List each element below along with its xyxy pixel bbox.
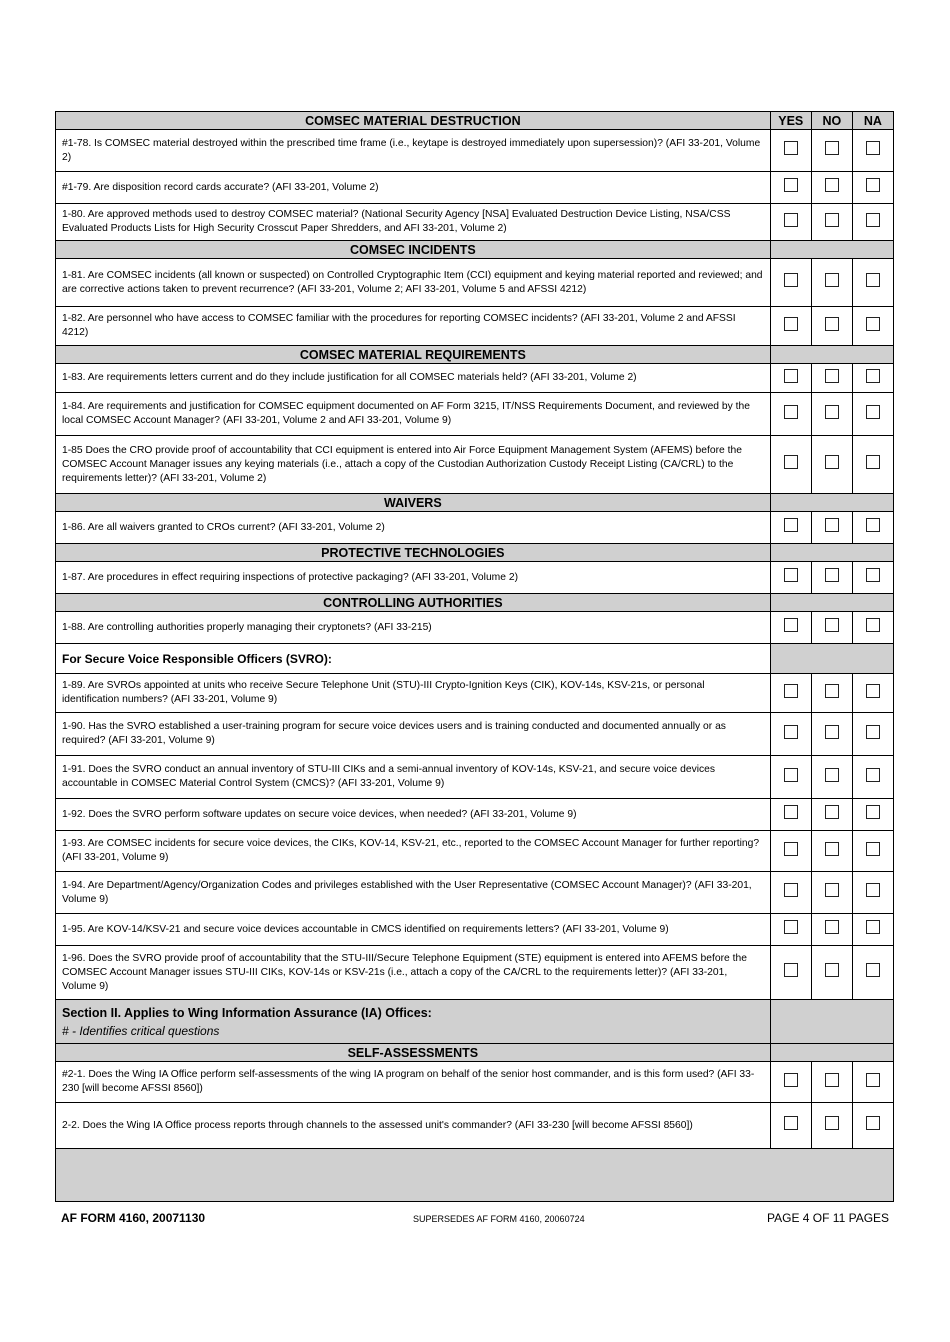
na-cell [852,799,893,831]
yes-checkbox[interactable] [784,963,798,977]
na-cell [852,562,893,594]
na-checkbox[interactable] [866,568,880,582]
na-checkbox[interactable] [866,141,880,155]
svro-header-row [56,644,894,674]
checklist-table [55,111,894,1202]
question-text: 1-92. Does the SVRO perform software updates on secure voice devices, when needed? (AFI 33-201, Volume 9) [56,799,771,831]
no-checkbox[interactable] [825,1116,839,1130]
na-cell [852,1062,893,1103]
na-cell [852,1103,893,1149]
no-checkbox[interactable] [825,273,839,287]
no-cell [811,914,852,946]
no-checkbox[interactable] [825,518,839,532]
section-ii-cell [56,1000,771,1044]
yes-cell [770,204,811,241]
blank-gray-cell [56,1149,894,1202]
yes-cell [770,1103,811,1149]
question-row [56,799,894,831]
no-checkbox[interactable] [825,405,839,419]
no-cell [811,130,852,172]
yes-cell [770,756,811,799]
no-cell [811,831,852,872]
na-column-header: NA [852,112,893,130]
na-checkbox[interactable] [866,805,880,819]
question-text: 1-80. Are approved methods used to destroy COMSEC material? (National Security Agency [NSA] Evaluated Destruction Device Listing, NSA/CSS Evaluated Products Lists for High Security Crosscut Paper Shredders, and AFI 33-201, Volume 2) [56,204,771,241]
header-blank-cell [770,594,893,612]
no-checkbox[interactable] [825,684,839,698]
question-row [56,914,894,946]
question-row [56,872,894,914]
na-cell [852,946,893,1000]
no-cell [811,364,852,393]
form-number: AF FORM 4160, 20071130 [61,1211,206,1225]
yes-cell [770,364,811,393]
yes-checkbox[interactable] [784,684,798,698]
question-text: 1-87. Are procedures in effect requiring inspections of protective packaging? (AFI 33-201, Volume 2) [56,562,771,594]
yes-cell [770,259,811,307]
yes-cell [770,562,811,594]
no-cell [811,512,852,544]
section-header: PROTECTIVE TECHNOLOGIES [56,544,771,562]
no-cell [811,756,852,799]
na-checkbox[interactable] [866,883,880,897]
question-text: #1-79. Are disposition record cards accurate? (AFI 33-201, Volume 2) [56,172,771,204]
section-header: CONTROLLING AUTHORITIES [56,594,771,612]
na-cell [852,512,893,544]
question-row [56,713,894,756]
yes-cell [770,831,811,872]
question-row [56,756,894,799]
yes-cell [770,612,811,644]
na-cell [852,172,893,204]
question-row [56,562,894,594]
na-cell [852,130,893,172]
no-checkbox[interactable] [825,568,839,582]
question-text: 1-91. Does the SVRO conduct an annual inventory of STU-III CIKs and a semi-annual inventory of KOV-14s, KSV-21, and secure voice devices accountable in COMSEC Material Control System (CMCS)? (AFI 33-201, Volume 9) [56,756,771,799]
no-cell [811,1062,852,1103]
section-header: WAIVERS [56,494,771,512]
question-text: 1-86. Are all waivers granted to CROs current? (AFI 33-201, Volume 2) [56,512,771,544]
section-header-row [56,346,894,364]
question-row [56,512,894,544]
section-header-row [56,594,894,612]
no-checkbox[interactable] [825,725,839,739]
yes-cell [770,872,811,914]
no-cell [811,1103,852,1149]
yes-checkbox[interactable] [784,213,798,227]
na-checkbox[interactable] [866,842,880,856]
question-text: 1-94. Are Department/Agency/Organization Codes and privileges established with the User Representative (COMSEC Account Manager)? (AFI 33-201, Volume 9) [56,872,771,914]
question-text: 2-2. Does the Wing IA Office process reports through channels to the assessed unit's commander? (AFI 33-230 [will become AFSSI 8560]) [56,1103,771,1149]
question-row [56,307,894,346]
question-text: 1-84. Are requirements and justification for COMSEC equipment documented on AF Form 3215, IT/NSS Requirements Document, and reviewed by the local COMSEC Account Manager? (AFI 33-201, Volume 2 and AFI 33-201, Volume 9) [56,393,771,436]
no-cell [811,612,852,644]
na-checkbox[interactable] [866,518,880,532]
yes-cell [770,914,811,946]
section-ii-title: Section II. Applies to Wing Information Assurance (IA) Offices: [62,1006,432,1020]
question-row [56,831,894,872]
na-checkbox[interactable] [866,725,880,739]
no-checkbox[interactable] [825,920,839,934]
na-checkbox[interactable] [866,963,880,977]
critical-questions-note: # - Identifies critical questions [62,1024,220,1038]
yes-cell [770,713,811,756]
supersedes-note: SUPERSEDES AF FORM 4160, 20060724 [413,1214,585,1224]
na-cell [852,914,893,946]
yes-cell [770,130,811,172]
no-checkbox[interactable] [825,317,839,331]
no-checkbox[interactable] [825,213,839,227]
no-cell [811,946,852,1000]
yes-checkbox[interactable] [784,883,798,897]
question-row [56,204,894,241]
na-cell [852,364,893,393]
yes-checkbox[interactable] [784,273,798,287]
question-row [56,364,894,393]
section-header: COMSEC MATERIAL REQUIREMENTS [56,346,771,364]
yes-checkbox[interactable] [784,317,798,331]
no-cell [811,872,852,914]
question-text: #2-1. Does the Wing IA Office perform self-assessments of the wing IA program on behalf of the senior host commander, and is this form used? (AFI 33-230 [will become AFSSI 8560]) [56,1062,771,1103]
na-checkbox[interactable] [866,317,880,331]
na-checkbox[interactable] [866,618,880,632]
question-text: 1-96. Does the SVRO provide proof of accountability that the STU-III/Secure Telephone Equipment (STE) equipment is entered into AFEMS before the COMSEC Account Manager issues STU-III CIKs, KOV-14s or KSV-21s (i.e., attach a copy of the CA/CRL to the requirements letter)? (AFI 33-201, Volume 9) [56,946,771,1000]
yes-checkbox[interactable] [784,842,798,856]
yes-cell [770,307,811,346]
section-header-row [56,544,894,562]
na-checkbox[interactable] [866,213,880,227]
no-checkbox[interactable] [825,141,839,155]
yes-cell [770,946,811,1000]
header-blank-cell [770,346,893,364]
question-text: 1-95. Are KOV-14/KSV-21 and secure voice devices accountable in CMCS identified on requirements letters? (AFI 33-201, Volume 9) [56,914,771,946]
no-cell [811,799,852,831]
question-row [56,612,894,644]
yes-checkbox[interactable] [784,518,798,532]
question-text: 1-81. Are COMSEC incidents (all known or suspected) on Controlled Cryptographic Item (CCI) equipment and keying material reported and reviewed; and are corrective actions taken to prevent recurrence? (AFI 33-201, Volume 2; AFI 33-201, Volume 5 and AFSSI 4212) [56,259,771,307]
yes-checkbox[interactable] [784,805,798,819]
page-number: PAGE 4 OF 11 PAGES [767,1211,890,1225]
section-header-row [56,241,894,259]
question-row [56,393,894,436]
question-row [56,1062,894,1103]
section-header-row [56,494,894,512]
na-checkbox[interactable] [866,455,880,469]
na-cell [852,831,893,872]
yes-checkbox[interactable] [784,920,798,934]
yes-checkbox[interactable] [784,178,798,192]
na-checkbox[interactable] [866,684,880,698]
na-cell [852,436,893,494]
yes-cell [770,512,811,544]
no-cell [811,307,852,346]
na-checkbox[interactable] [866,369,880,383]
yes-checkbox[interactable] [784,455,798,469]
no-checkbox[interactable] [825,842,839,856]
no-checkbox[interactable] [825,455,839,469]
question-text: #1-78. Is COMSEC material destroyed within the prescribed time frame (i.e., keytape is destroyed immediately upon supersession)? (AFI 33-201, Volume 2) [56,130,771,172]
section-header: COMSEC INCIDENTS [56,241,771,259]
na-cell [852,204,893,241]
na-cell [852,872,893,914]
na-checkbox[interactable] [866,920,880,934]
yes-checkbox[interactable] [784,141,798,155]
question-text: 1-89. Are SVROs appointed at units who receive Secure Telephone Unit (STU)-III Crypto-Ignition Keys (CIK), KOV-14s, KSV-21s, or personal identification numbers? (AFI 33-201, Volume 9) [56,674,771,713]
question-row [56,674,894,713]
yes-cell [770,674,811,713]
na-checkbox[interactable] [866,178,880,192]
header-blank-cell [770,241,893,259]
yes-checkbox[interactable] [784,725,798,739]
column-header-row [56,112,894,130]
no-checkbox[interactable] [825,618,839,632]
no-cell [811,204,852,241]
yes-cell [770,1062,811,1103]
question-text: 1-88. Are controlling authorities properly managing their cryptonets? (AFI 33-215) [56,612,771,644]
question-text: 1-93. Are COMSEC incidents for secure voice devices, the CIKs, KOV-14, KSV-21, etc., reported to the COMSEC Account Manager for further reporting? (AFI 33-201, Volume 9) [56,831,771,872]
svro-header: For Secure Voice Responsible Officers (SVRO): [56,644,771,674]
section-header: COMSEC MATERIAL DESTRUCTION [56,112,771,130]
no-cell [811,259,852,307]
header-blank-cell [770,494,893,512]
header-blank-cell [770,1044,893,1062]
na-cell [852,393,893,436]
question-row [56,259,894,307]
na-cell [852,259,893,307]
yes-checkbox[interactable] [784,1073,798,1087]
section-ii-row [56,1000,894,1044]
no-column-header: NO [811,112,852,130]
yes-checkbox[interactable] [784,568,798,582]
na-checkbox[interactable] [866,405,880,419]
na-cell [852,674,893,713]
yes-cell [770,436,811,494]
no-cell [811,713,852,756]
yes-checkbox[interactable] [784,1116,798,1130]
na-checkbox[interactable] [866,1116,880,1130]
header-blank-cell [770,644,893,674]
question-row [56,1103,894,1149]
na-cell [852,756,893,799]
yes-cell [770,172,811,204]
section-header-row [56,1044,894,1062]
yes-column-header: YES [770,112,811,130]
no-checkbox[interactable] [825,178,839,192]
question-text: 1-83. Are requirements letters current and do they include justification for all COMSEC materials held? (AFI 33-201, Volume 2) [56,364,771,393]
question-row [56,436,894,494]
no-checkbox[interactable] [825,768,839,782]
yes-cell [770,799,811,831]
header-blank-cell [770,1000,893,1044]
yes-checkbox[interactable] [784,768,798,782]
question-text: 1-90. Has the SVRO established a user-training program for secure voice devices users and is training conducted and documented annually or as required? (AFI 33-201, Volume 9) [56,713,771,756]
na-checkbox[interactable] [866,768,880,782]
no-cell [811,674,852,713]
no-checkbox[interactable] [825,805,839,819]
section-header: SELF-ASSESSMENTS [56,1044,771,1062]
no-cell [811,172,852,204]
blank-row [56,1149,894,1202]
na-checkbox[interactable] [866,1073,880,1087]
no-checkbox[interactable] [825,883,839,897]
no-checkbox[interactable] [825,963,839,977]
no-checkbox[interactable] [825,369,839,383]
no-checkbox[interactable] [825,1073,839,1087]
yes-checkbox[interactable] [784,405,798,419]
na-cell [852,307,893,346]
na-cell [852,612,893,644]
header-blank-cell [770,544,893,562]
question-row [56,130,894,172]
no-cell [811,562,852,594]
question-row [56,172,894,204]
question-text: 1-85 Does the CRO provide proof of accountability that CCI equipment is entered into Air Force Equipment Management System (AFEMS) before the COMSEC Account Manager issues any keying materials (i.e., attach a copy of the Custodian Authorization Custody Receipt Listing (CA/CRL) to the requirements letter)? (AFI 33-201, Volume 2) [56,436,771,494]
no-cell [811,393,852,436]
question-text: 1-82. Are personnel who have access to COMSEC familiar with the procedures for reporting COMSEC incidents? (AFI 33-201, Volume 2 and AFSSI 4212) [56,307,771,346]
na-checkbox[interactable] [866,273,880,287]
no-cell [811,436,852,494]
yes-cell [770,393,811,436]
yes-checkbox[interactable] [784,618,798,632]
question-row [56,946,894,1000]
na-cell [852,713,893,756]
yes-checkbox[interactable] [784,369,798,383]
